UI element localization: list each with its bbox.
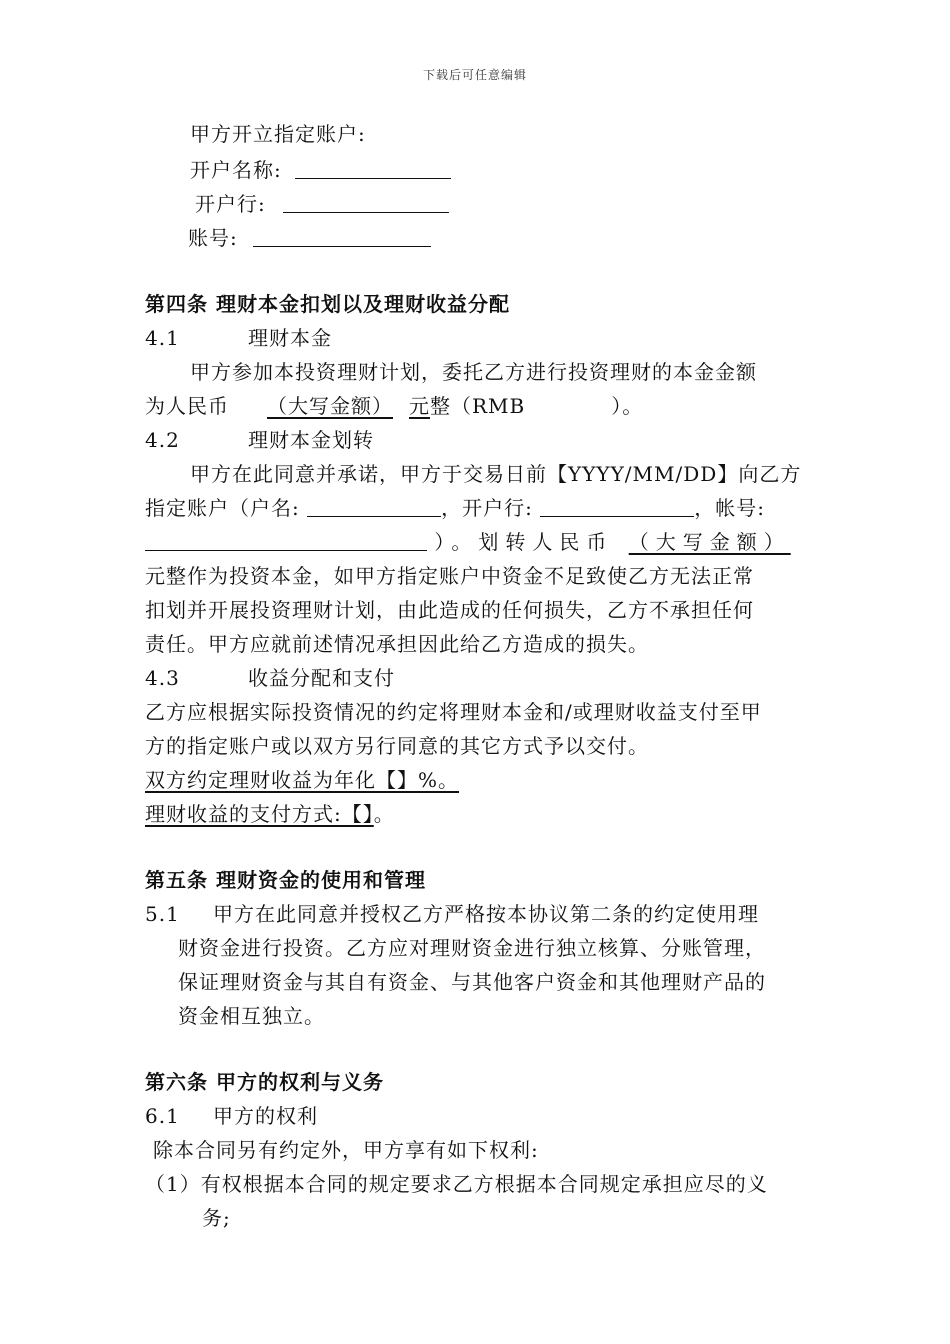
s42-paragraph-line-1: 甲方在此同意并承诺，甲方于交易日前【YYYY/MM/DD】向乙方 [190,462,802,486]
s43-yield-line [145,766,459,794]
s43-payment-method: 理财收益的支付方式:【】 [145,802,374,826]
account-bank-label: 开户行: [195,192,266,216]
s41-text-rmb: 为人民币 [145,394,229,418]
s42-bank-label: ，开户行: [441,496,533,520]
s41-paragraph-line-1: 甲方参加本投资理财计划，委托乙方进行投资理财的本金金额 [190,360,757,384]
section-4-3-number: 4.3 [145,666,180,690]
section-5-1 [145,900,759,928]
s41-text-close: ）。 [611,394,644,418]
s43-payment-end: 。 [373,802,395,826]
s61-intro: 除本合同另有约定外，甲方享有如下权利: [153,1138,539,1162]
s42-account-number-label: ，帐号: [694,496,765,520]
s61-item-1-line-2: 务; [202,1206,231,1230]
s42-transfer-text: ）。划转人民币 [434,530,614,554]
section-4-1-number: 4.1 [145,326,180,350]
account-name-blank [295,156,451,179]
s42-paragraph-line-2 [145,494,765,522]
section-4-1 [145,324,332,352]
section-6-1-number: 6.1 [145,1104,180,1128]
s51-paragraph-line-4: 资金相互独立。 [178,1004,325,1028]
s51-paragraph-line-1: 甲方在此同意并授权乙方严格按本协议第二条的约定使用理 [213,902,759,926]
s41-text-rmb-code: 整（RMB [430,394,526,418]
s42-bank-blank [540,494,694,517]
article-4-title: 第四条 理财本金扣划以及理财收益分配 [145,292,510,316]
article-6-title: 第六条 甲方的权利与义务 [145,1070,384,1094]
section-4-3 [145,664,395,692]
s42-paragraph-line-3 [145,528,791,556]
account-number-label: 账号: [188,226,238,250]
s41-paragraph-line-2 [145,392,643,420]
s61-item-1-line-1: （1）有权根据本合同的规定要求乙方根据本合同规定承担应尽的义 [145,1172,768,1196]
account-name-row [190,156,451,184]
section-4-2-title: 理财本金划转 [248,428,374,452]
account-name-label: 开户名称: [190,158,282,182]
s42-paragraph-line-4: 元整作为投资本金，如甲方指定账户中资金不足致使乙方无法正常 [145,564,754,588]
account-number-blank [253,224,431,247]
s42-amount-words: （大写金额） [628,530,791,554]
section-5-1-number: 5.1 [145,902,180,926]
s42-paragraph-line-5: 扣划并开展投资理财计划，由此造成的任何损失，乙方不承担任何 [145,598,754,622]
section-4-3-title: 收益分配和支付 [248,666,395,690]
s42-account-name-label: 指定账户（户名: [145,496,300,520]
s43-paragraph-line-2: 方的指定账户或以双方另行同意的其它方式予以交付。 [145,734,649,758]
section-6-1-title: 甲方的权利 [213,1104,318,1128]
account-bank-row [195,190,449,218]
section-4-1-title: 理财本金 [248,326,332,350]
s42-account-number-blank [145,528,427,551]
section-6-1 [145,1102,318,1130]
s43-payment-line [145,800,395,828]
section-4-2 [145,426,374,454]
account-number-row [188,224,431,252]
s43-paragraph-line-1: 乙方应根据实际投资情况的约定将理财本金和/或理财收益支付至甲 [145,700,762,724]
s41-amount-words: （大写金额） 元 [267,394,430,418]
s43-annual-yield: 双方约定理财收益为年化【】%。 [145,768,460,792]
page-header: 下载后可任意编辑 [422,68,527,82]
s51-paragraph-line-3: 保证理财资金与其自有资金、与其他客户资金和其他理财产品的 [178,970,766,994]
s51-paragraph-line-2: 财资金进行投资。乙方应对理财资金进行独立核算、分账管理， [178,936,766,960]
account-bank-blank [283,190,449,213]
article-5-title: 第五条 理财资金的使用和管理 [145,868,426,892]
s42-paragraph-line-6: 责任。甲方应就前述情况承担因此给乙方造成的损失。 [145,632,649,656]
account-intro: 甲方开立指定账户: [190,122,366,146]
s42-account-name-blank [307,494,441,517]
section-4-2-number: 4.2 [145,428,180,452]
